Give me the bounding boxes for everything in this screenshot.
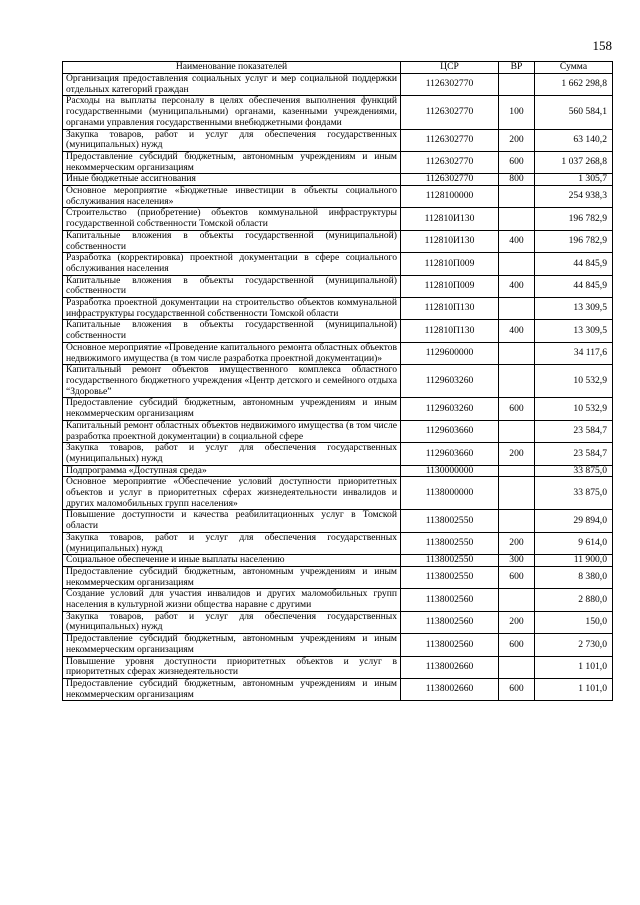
row-sum: 33 875,0 <box>535 465 613 477</box>
table-header-row <box>63 62 613 74</box>
row-sum: 11 900,0 <box>535 555 613 567</box>
row-name: Основное мероприятие «Бюджетные инвестиции в объекты социального обслуживания населения» <box>63 186 401 208</box>
row-sum: 34 117,6 <box>535 342 613 364</box>
row-name: Закупка товаров, работ и услуг для обеспечения государственных (муниципальных) нужд <box>63 532 401 554</box>
row-name: Предоставление субсидий бюджетным, автономным учреждениям и иным некоммерческим организациям <box>63 151 401 173</box>
row-csr: 1129603260 <box>401 398 499 420</box>
row-sum: 10 532,9 <box>535 398 613 420</box>
table-row <box>63 298 613 320</box>
table-row <box>63 443 613 465</box>
row-name: Иные бюджетные ассигнования <box>63 174 401 186</box>
row-vr <box>499 186 535 208</box>
row-sum: 196 782,9 <box>535 208 613 230</box>
row-vr: 200 <box>499 129 535 151</box>
row-vr <box>499 208 535 230</box>
row-name: Закупка товаров, работ и услуг для обеспечения государственных (муниципальных) нужд <box>63 129 401 151</box>
row-name: Повышение доступности и качества реабилитационных услуг в Томской области <box>63 510 401 532</box>
row-name: Строительство (приобретение) объектов коммунальной инфраструктуры государственной собственности Томской области <box>63 208 401 230</box>
row-vr <box>499 298 535 320</box>
table-row <box>63 398 613 420</box>
row-csr: 112810П130 <box>401 320 499 342</box>
row-sum: 13 309,5 <box>535 320 613 342</box>
row-vr <box>499 74 535 96</box>
row-sum: 1 662 298,8 <box>535 74 613 96</box>
table-row <box>63 275 613 297</box>
row-csr: 1126302770 <box>401 96 499 129</box>
row-name: Основное мероприятие «Обеспечение условий доступности приоритетных объектов и услуг в приоритетных сферах жизнедеятельности инвалидов и других маломобильных групп населения» <box>63 477 401 510</box>
row-sum: 1 101,0 <box>535 678 613 700</box>
row-csr: 1138002660 <box>401 656 499 678</box>
row-csr: 1138002560 <box>401 611 499 633</box>
row-sum: 44 845,9 <box>535 253 613 275</box>
row-csr: 112810П130 <box>401 298 499 320</box>
row-sum: 560 584,1 <box>535 96 613 129</box>
row-vr <box>499 477 535 510</box>
table-row <box>63 555 613 567</box>
row-csr: 1138002550 <box>401 510 499 532</box>
row-name: Предоставление субсидий бюджетным, автономным учреждениям и иным некоммерческим организациям <box>63 398 401 420</box>
row-csr: 1138002560 <box>401 589 499 611</box>
row-sum: 8 380,0 <box>535 566 613 588</box>
table-row <box>63 342 613 364</box>
row-name: Капитальные вложения в объекты государственной (муниципальной) собственности <box>63 320 401 342</box>
table-row <box>63 365 613 398</box>
row-sum: 254 938,3 <box>535 186 613 208</box>
header-sum: Сумма <box>535 62 613 74</box>
row-name: Социальное обеспечение и иные выплаты населению <box>63 555 401 567</box>
table-row <box>63 510 613 532</box>
table-row <box>63 589 613 611</box>
row-sum: 23 584,7 <box>535 443 613 465</box>
row-csr: 1126302770 <box>401 174 499 186</box>
row-vr: 300 <box>499 555 535 567</box>
header-name: Наименование показателей <box>63 62 401 74</box>
row-vr <box>499 253 535 275</box>
row-csr: 112810П009 <box>401 253 499 275</box>
table-row <box>63 477 613 510</box>
row-csr: 1126302770 <box>401 129 499 151</box>
row-name: Основное мероприятие «Проведение капитального ремонта областных объектов недвижимого имущества (в том числе разработка проектной документации)» <box>63 342 401 364</box>
row-name: Расходы на выплаты персоналу в целях обеспечения выполнения функций государственными (муниципальными) органами, казенными учреждениями, органами управления государственными внебюджетными фондами <box>63 96 401 129</box>
table-row <box>63 320 613 342</box>
row-sum: 13 309,5 <box>535 298 613 320</box>
row-sum: 196 782,9 <box>535 230 613 252</box>
row-sum: 10 532,9 <box>535 365 613 398</box>
row-sum: 1 101,0 <box>535 656 613 678</box>
table-row <box>63 151 613 173</box>
row-vr: 200 <box>499 532 535 554</box>
row-name: Капитальные вложения в объекты государственной (муниципальной) собственности <box>63 275 401 297</box>
row-sum: 33 875,0 <box>535 477 613 510</box>
table-row <box>63 532 613 554</box>
row-csr: 1138002550 <box>401 555 499 567</box>
row-sum: 44 845,9 <box>535 275 613 297</box>
row-vr: 600 <box>499 566 535 588</box>
row-sum: 1 037 268,8 <box>535 151 613 173</box>
row-csr: 1129603260 <box>401 365 499 398</box>
header-csr: ЦСР <box>401 62 499 74</box>
table-row <box>63 96 613 129</box>
row-vr: 600 <box>499 634 535 656</box>
table-row <box>63 74 613 96</box>
row-csr: 1130000000 <box>401 465 499 477</box>
table-row <box>63 253 613 275</box>
row-sum: 9 614,0 <box>535 532 613 554</box>
row-name: Закупка товаров, работ и услуг для обеспечения государственных (муниципальных) нужд <box>63 611 401 633</box>
row-csr: 112810И130 <box>401 208 499 230</box>
table-row <box>63 566 613 588</box>
row-sum: 63 140,2 <box>535 129 613 151</box>
row-vr <box>499 465 535 477</box>
row-name: Закупка товаров, работ и услуг для обеспечения государственных (муниципальных) нужд <box>63 443 401 465</box>
row-vr: 200 <box>499 443 535 465</box>
row-vr <box>499 589 535 611</box>
row-sum: 23 584,7 <box>535 420 613 442</box>
row-sum: 29 894,0 <box>535 510 613 532</box>
table-row <box>63 634 613 656</box>
header-vr: ВР <box>499 62 535 74</box>
row-csr: 1138002550 <box>401 532 499 554</box>
row-sum: 2 880,0 <box>535 589 613 611</box>
row-vr: 600 <box>499 678 535 700</box>
budget-table <box>62 61 613 701</box>
row-vr: 400 <box>499 230 535 252</box>
row-csr: 1126302770 <box>401 74 499 96</box>
row-csr: 1138002660 <box>401 678 499 700</box>
row-vr <box>499 342 535 364</box>
row-name: Повышение уровня доступности приоритетных объектов и услуг в приоритетных сферах жизнедеятельности <box>63 656 401 678</box>
row-csr: 1138002550 <box>401 566 499 588</box>
row-vr <box>499 510 535 532</box>
row-vr: 100 <box>499 96 535 129</box>
row-sum: 2 730,0 <box>535 634 613 656</box>
row-name: Разработка (корректировка) проектной документации в сфере социального обслуживания населения <box>63 253 401 275</box>
row-name: Капитальный ремонт объектов имущественного комплекса областного государственного бюджетного учреждения «Центр детского и семейного отдыха “Здоровье” <box>63 365 401 398</box>
row-name: Разработка проектной документации на строительство объектов коммунальной инфраструктуры государственной собственности Томской области <box>63 298 401 320</box>
row-csr: 1138002560 <box>401 634 499 656</box>
table-row <box>63 678 613 700</box>
row-vr <box>499 365 535 398</box>
page-number: 158 <box>592 38 612 53</box>
row-csr: 112810П009 <box>401 275 499 297</box>
row-vr: 400 <box>499 275 535 297</box>
table-row <box>63 656 613 678</box>
row-name: Организация предоставления социальных услуг и мер социальной поддержки отдельных категорий граждан <box>63 74 401 96</box>
table-row <box>63 129 613 151</box>
row-vr: 200 <box>499 611 535 633</box>
row-vr: 600 <box>499 151 535 173</box>
row-name: Капитальные вложения в объекты государственной (муниципальной) собственности <box>63 230 401 252</box>
row-sum: 150,0 <box>535 611 613 633</box>
table-row <box>63 174 613 186</box>
row-name: Подпрограмма «Доступная среда» <box>63 465 401 477</box>
row-name: Создание условий для участия инвалидов и других маломобильных групп населения в культурной жизни общества наравне с другими <box>63 589 401 611</box>
row-vr <box>499 656 535 678</box>
row-csr: 112810И130 <box>401 230 499 252</box>
row-name: Капитальный ремонт областных объектов недвижимого имущества (в том числе разработка проектной документации) в социальной сфере <box>63 420 401 442</box>
row-name: Предоставление субсидий бюджетным, автономным учреждениям и иным некоммерческим организациям <box>63 634 401 656</box>
table-row <box>63 420 613 442</box>
table-row <box>63 230 613 252</box>
table-row <box>63 186 613 208</box>
row-csr: 1129603660 <box>401 420 499 442</box>
table-row <box>63 611 613 633</box>
row-csr: 1128100000 <box>401 186 499 208</box>
row-vr: 800 <box>499 174 535 186</box>
row-sum: 1 305,7 <box>535 174 613 186</box>
row-vr: 400 <box>499 320 535 342</box>
row-vr <box>499 420 535 442</box>
table-row <box>63 208 613 230</box>
row-name: Предоставление субсидий бюджетным, автономным учреждениям и иным некоммерческим организациям <box>63 678 401 700</box>
row-csr: 1129603660 <box>401 443 499 465</box>
row-name: Предоставление субсидий бюджетным, автономным учреждениям и иным некоммерческим организациям <box>63 566 401 588</box>
row-csr: 1126302770 <box>401 151 499 173</box>
table-row <box>63 465 613 477</box>
row-csr: 1138000000 <box>401 477 499 510</box>
row-vr: 600 <box>499 398 535 420</box>
table-body <box>63 74 613 701</box>
row-csr: 1129600000 <box>401 342 499 364</box>
